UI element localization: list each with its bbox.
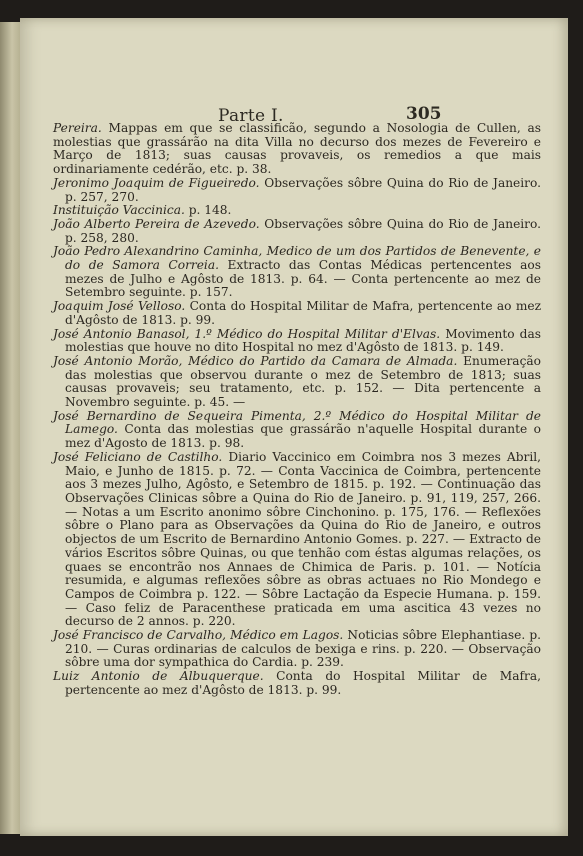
author-name: Luiz Antonio de Albuquerque. xyxy=(53,669,264,684)
author-name: José Francisco de Carvalho, Médico em Lagos. xyxy=(53,628,344,643)
entry-text: Movimento das molestias que houve no dito Hospital no mez d'Agôsto de 1813. p. 149. xyxy=(65,326,542,355)
entry-text: Diario Vaccinico em Coimbra nos 3 mezes Abril, Maio, e Junho de 1815. p. 72. — Conta Vaccinica de Coimbra, pertencente aos 3 mezes Julho, Agôsto, e Setembro de 1815. p. 192. — Continuação das Observações Clinicas sôbre a Quina do Rio de Janeiro. p. 91, 119, 257, 266. — Notas a um Escrito anonimo sôbre Cinchonino. p. 175, 176. — Reflexões sôbre o Plano para as Observações da Quina do Rio de Janeiro, e outros objectos de um Escrito de Bernardino Antonio Gomes. p. 227. — Extracto de vários Escritos sôbre Quinas, ou que tenhão com éstas algumas relações, os quaes se encontrão nos Annaes de Chimica de Paris. p. 101. — Notícia resumida, e algumas reflexões sôbre as obras actuaes no Rio Mondego e Campos de Coimbra p. 122. — Sôbre Lactação da Especie Humana. p. 159. — Caso feliz de Paracenthese praticada em uma ascitica 43 vezes no decurso de 2 annos. p. 220. xyxy=(65,449,541,629)
entry-text: Mappas em que se classificão, segundo a Nosologia de Cullen, as molestias que grassárão na dita Villa no decurso dos mezes de Fevereiro e Março de 1813; suas causas provaveis, os remedios a que mais ordinariamente cedérão, etc. p. 38. xyxy=(53,121,541,177)
index-entry xyxy=(53,177,541,204)
entry-text: Observações sôbre Quina do Rio de Janeiro. p. 258, 280. xyxy=(65,216,542,245)
entry-text: Noticias sôbre Elephantiase. p. 210. — Curas ordinarias de calculos de bexiga e rins. p. 220. — Observação sôbre uma dor sympathica do Cardia. p. 239. xyxy=(65,628,542,670)
facing-page-edge xyxy=(0,22,21,834)
index-entry xyxy=(53,328,541,355)
author-name: João Alberto Pereira de Azevedo. xyxy=(53,216,260,231)
author-name: José Bernardino de Sequeira Pimenta, 2.º Médico do Hospital Militar de Lamego. xyxy=(53,408,541,437)
entry-text: Conta das molestias que grassárão n'aquelle Hospital durante o mez d'Agosto de 1813. p. 98. xyxy=(65,422,542,451)
author-name: João Pedro Alexandrino Caminha, Medico de um dos Partidos de Benevente, e do de Samora Correia. xyxy=(53,244,541,273)
index-entry xyxy=(53,410,541,451)
index-entry xyxy=(53,355,541,410)
author-name: Joaquim José Velloso. xyxy=(53,299,186,314)
index-entry xyxy=(53,122,541,177)
index-entry xyxy=(53,629,541,670)
author-name: José Antonio Banasol, 1.º Médico do Hospital Militar d'Elvas. xyxy=(53,326,441,341)
entry-text: Enumeração das molestias que observou durante o mez de Setembro de 1813; suas causas provaveis; seu tratamento, etc. p. 152. — Dita pertencente a Novembro seguinte. p. 45. — xyxy=(65,353,541,410)
index-entry xyxy=(53,218,541,245)
index-entry xyxy=(53,451,541,629)
entry-text: Extracto das Contas Médicas pertencentes aos mezes de Julho e Agôsto de 1813. p. 64. — Conta pertencente ao mez de Setembro seguinte. p. 157. xyxy=(65,258,541,300)
entry-text: Observações sôbre Quina do Rio de Janeiro. p. 257, 270. xyxy=(65,175,541,204)
author-name: José Feliciano de Castilho. xyxy=(53,449,223,464)
author-name: Jeronimo Joaquim de Figueiredo. xyxy=(53,175,260,190)
running-head: Parte I. xyxy=(218,106,284,126)
index-entry xyxy=(53,670,541,697)
book-page xyxy=(20,18,568,836)
page-number: 305 xyxy=(406,104,442,124)
index-entry xyxy=(53,204,541,218)
index-entry xyxy=(53,245,541,300)
entry-text: Conta do Hospital Militar de Mafra, pertencente ao mez d'Agôsto de 1813. p. 99. xyxy=(65,299,542,327)
entry-text: Conta do Hospital Militar de Mafra, pertencente ao mez d'Agôsto de 1813. p. 99. xyxy=(65,669,541,697)
author-name: Pereira. xyxy=(53,121,102,135)
author-name: Instituição Vaccinica. xyxy=(53,203,185,218)
index-entry xyxy=(53,300,541,327)
page-header xyxy=(20,88,568,124)
entry-text: p. 148. xyxy=(188,203,232,218)
index-entries xyxy=(53,122,541,698)
author-name: José Antonio Morão, Médico do Partido da Camara de Almada. xyxy=(53,353,458,368)
